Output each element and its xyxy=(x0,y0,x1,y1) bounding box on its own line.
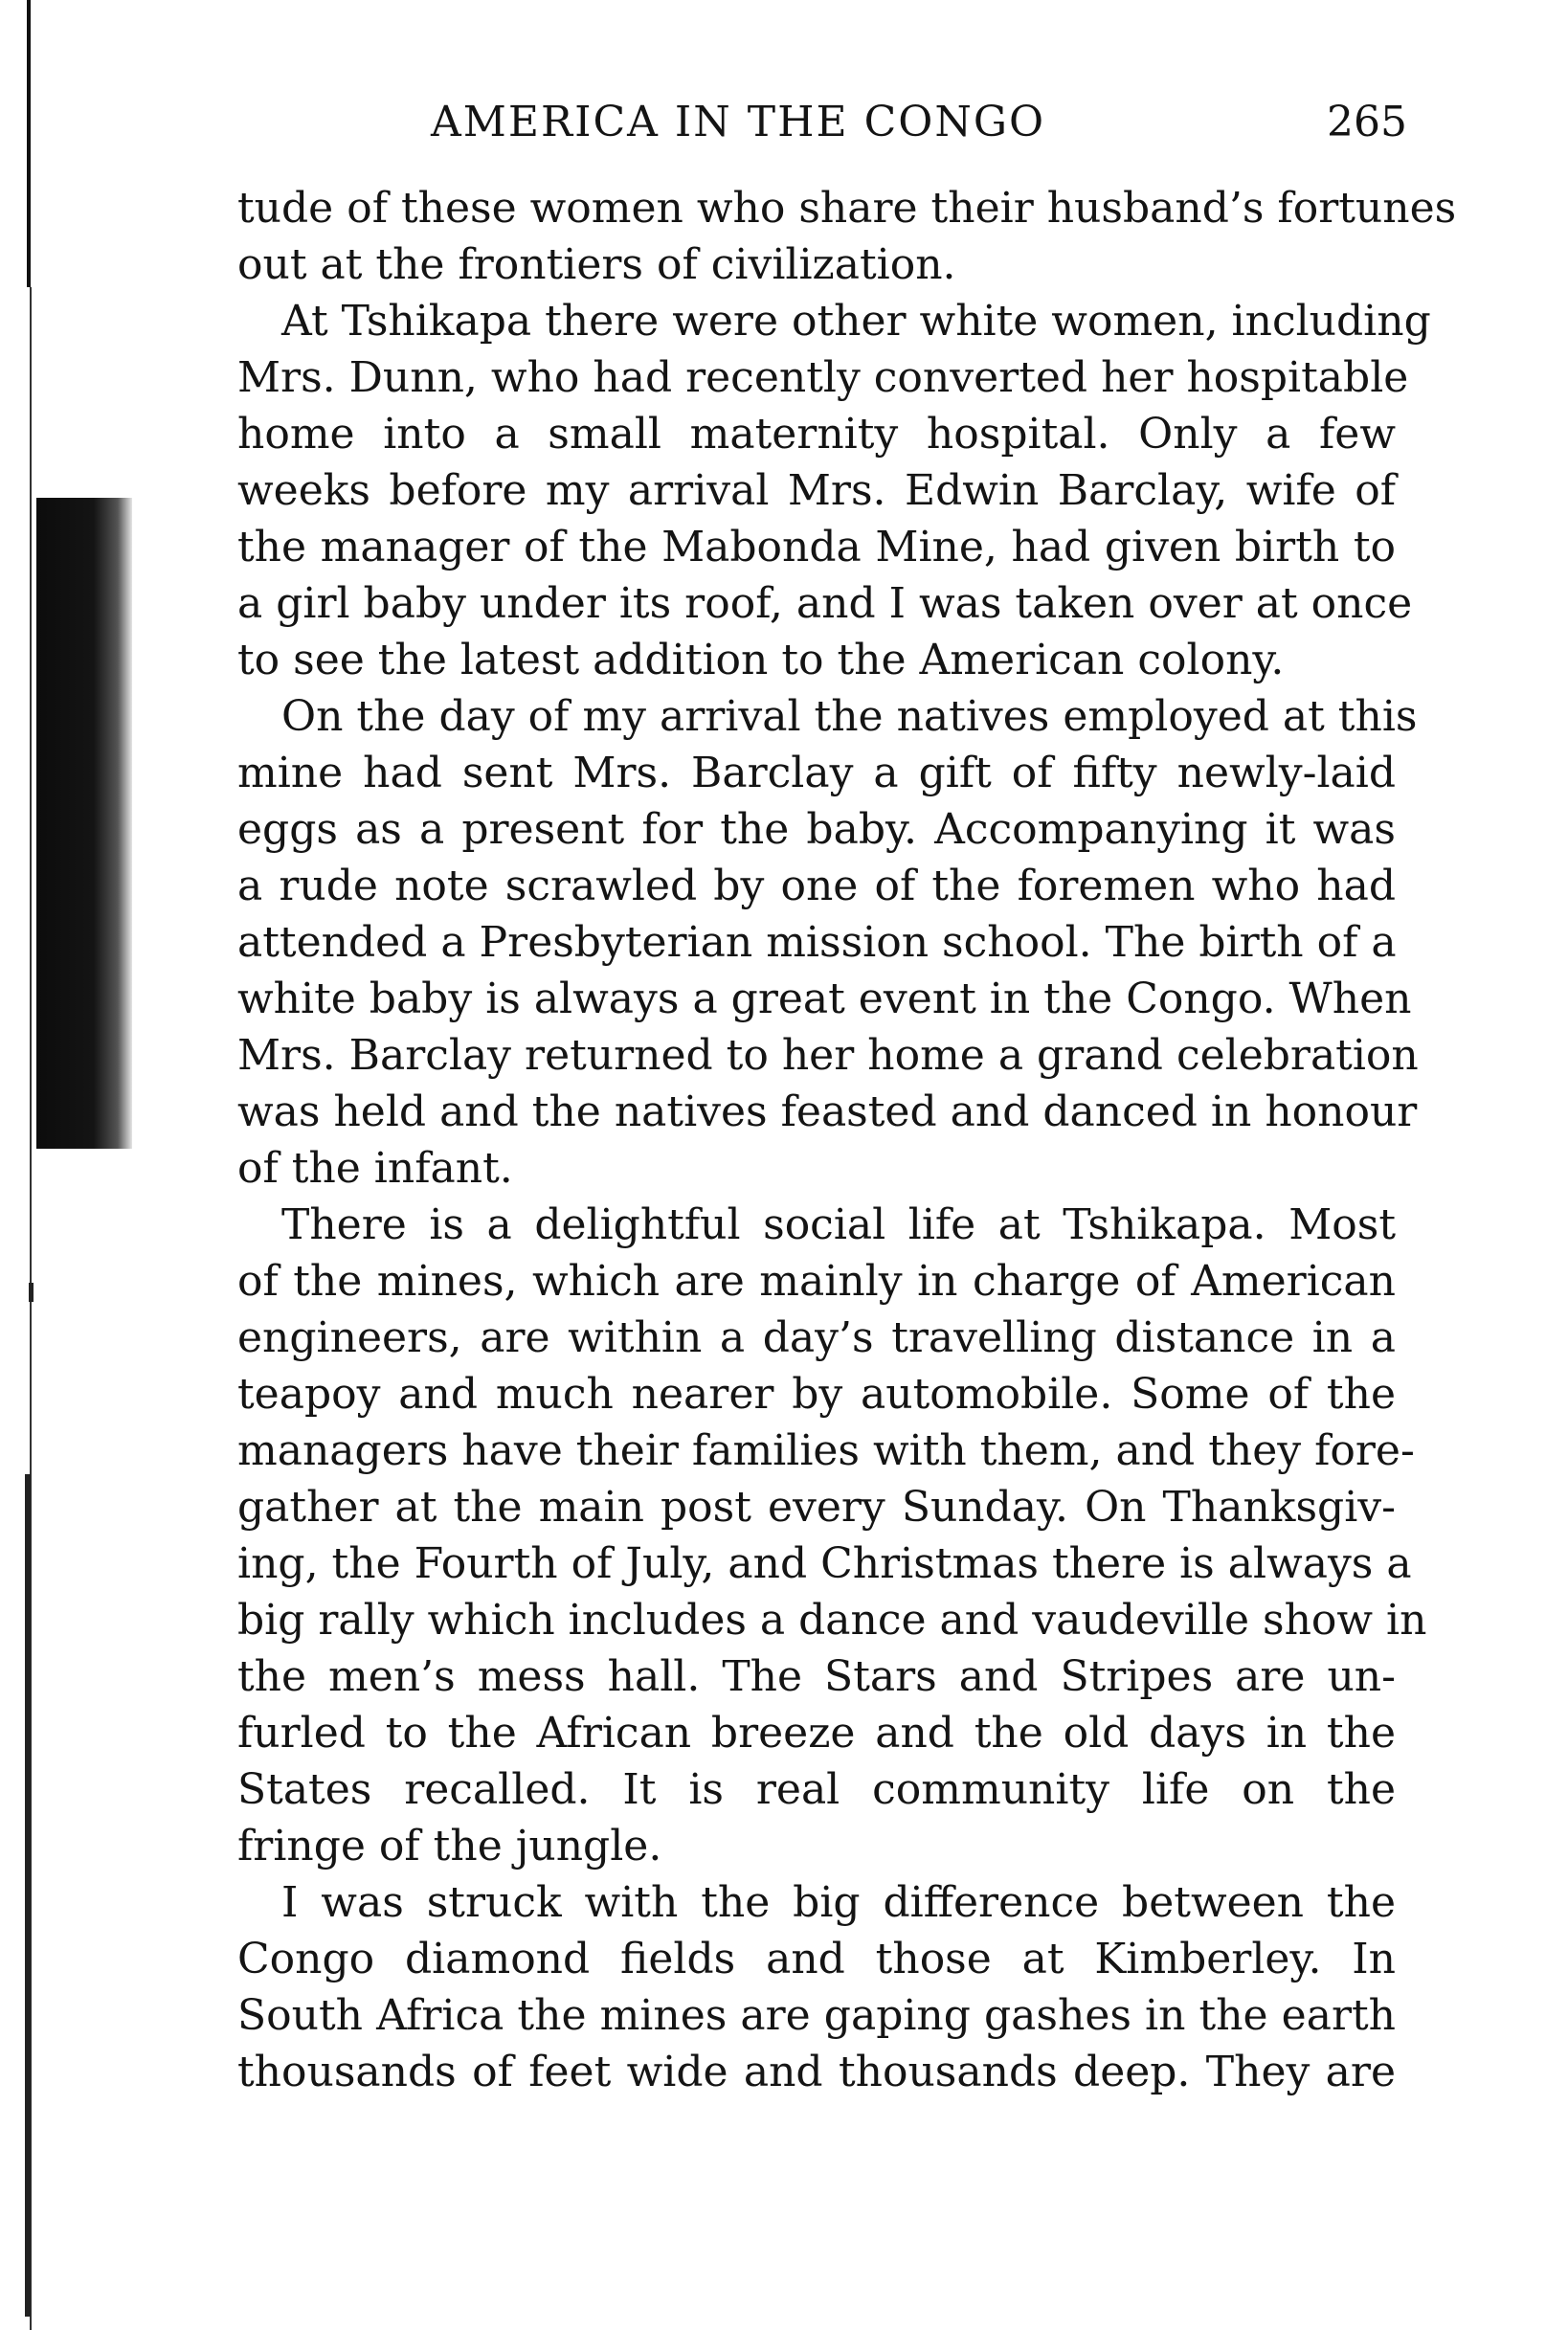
text-line: gather at the main post every Sunday. On Thanksgiv- xyxy=(237,1483,1396,1532)
page-header xyxy=(431,96,1407,153)
page-number: 265 xyxy=(1327,98,1407,146)
binding-edge-shadow xyxy=(27,0,31,287)
body-text xyxy=(237,180,1457,2100)
text-line: ing, the Fourth of July, and Christmas there is always a xyxy=(237,1539,1412,1588)
text-line: the manager of the Mabonda Mine, had given birth to xyxy=(237,523,1396,571)
text-line: engineers, are within a day’s travelling distance in a xyxy=(237,1313,1396,1362)
text-line: managers have their families with them, and they fore- xyxy=(237,1426,1415,1475)
text-line: furled to the African breeze and the old days in the xyxy=(237,1709,1396,1758)
text-line: eggs as a present for the baby. Accompanying it was xyxy=(237,805,1396,854)
text-line: a rude note scrawled by one of the foremen who had xyxy=(237,862,1396,910)
text-line: At Tshikapa there were other white women, including xyxy=(281,297,1431,346)
text-line: weeks before my arrival Mrs. Edwin Barclay, wife of xyxy=(237,466,1396,515)
binding-edge-mark xyxy=(29,1283,34,1302)
text-line: to see the latest addition to the American colony. xyxy=(237,636,1285,684)
text-line: I was struck with the big difference between the xyxy=(281,1878,1396,1927)
binding-edge-dark-block xyxy=(36,498,132,1149)
text-line: of the infant. xyxy=(237,1144,513,1193)
text-line: the men’s mess hall. The Stars and Stripes are un- xyxy=(237,1652,1396,1701)
text-line: thousands of feet wide and thousands deep. They are xyxy=(237,2048,1396,2096)
text-line: On the day of my arrival the natives employed at this xyxy=(281,692,1418,741)
text-line: teapoy and much nearer by automobile. Some of the xyxy=(237,1370,1396,1419)
text-line: There is a delightful social life at Tshikapa. Most xyxy=(281,1200,1396,1249)
text-line: Mrs. Barclay returned to her home a grand celebration xyxy=(237,1031,1419,1080)
text-line: a girl baby under its roof, and I was taken over at once xyxy=(237,579,1413,628)
text-line: Congo diamond fields and those at Kimberley. In xyxy=(237,1935,1396,1983)
text-line: home into a small maternity hospital. Only a few xyxy=(237,410,1396,459)
text-line: attended a Presbyterian mission school. The birth of a xyxy=(237,918,1397,967)
text-line: Mrs. Dunn, who had recently converted her hospitable xyxy=(237,353,1409,402)
text-line: South Africa the mines are gaping gashes in the earth xyxy=(237,1991,1396,2040)
binding-edge-lower xyxy=(25,1474,31,2317)
text-line: fringe of the jungle. xyxy=(237,1822,662,1871)
text-line: was held and the natives feasted and danced in honour xyxy=(237,1087,1418,1136)
text-line: out at the frontiers of civilization. xyxy=(237,240,956,289)
text-line: big rally which includes a dance and vaudeville show in xyxy=(237,1596,1427,1645)
text-line: of the mines, which are mainly in charge of American xyxy=(237,1257,1396,1306)
text-line: white baby is always a great event in the Congo. When xyxy=(237,975,1412,1023)
running-head: AMERICA IN THE CONGO xyxy=(431,98,1046,146)
text-line: mine had sent Mrs. Barclay a gift of fifty newly-laid xyxy=(237,749,1396,797)
text-line: States recalled. It is real community life on the xyxy=(237,1765,1396,1814)
text-line: tude of these women who share their husband’s fortunes xyxy=(237,184,1457,233)
